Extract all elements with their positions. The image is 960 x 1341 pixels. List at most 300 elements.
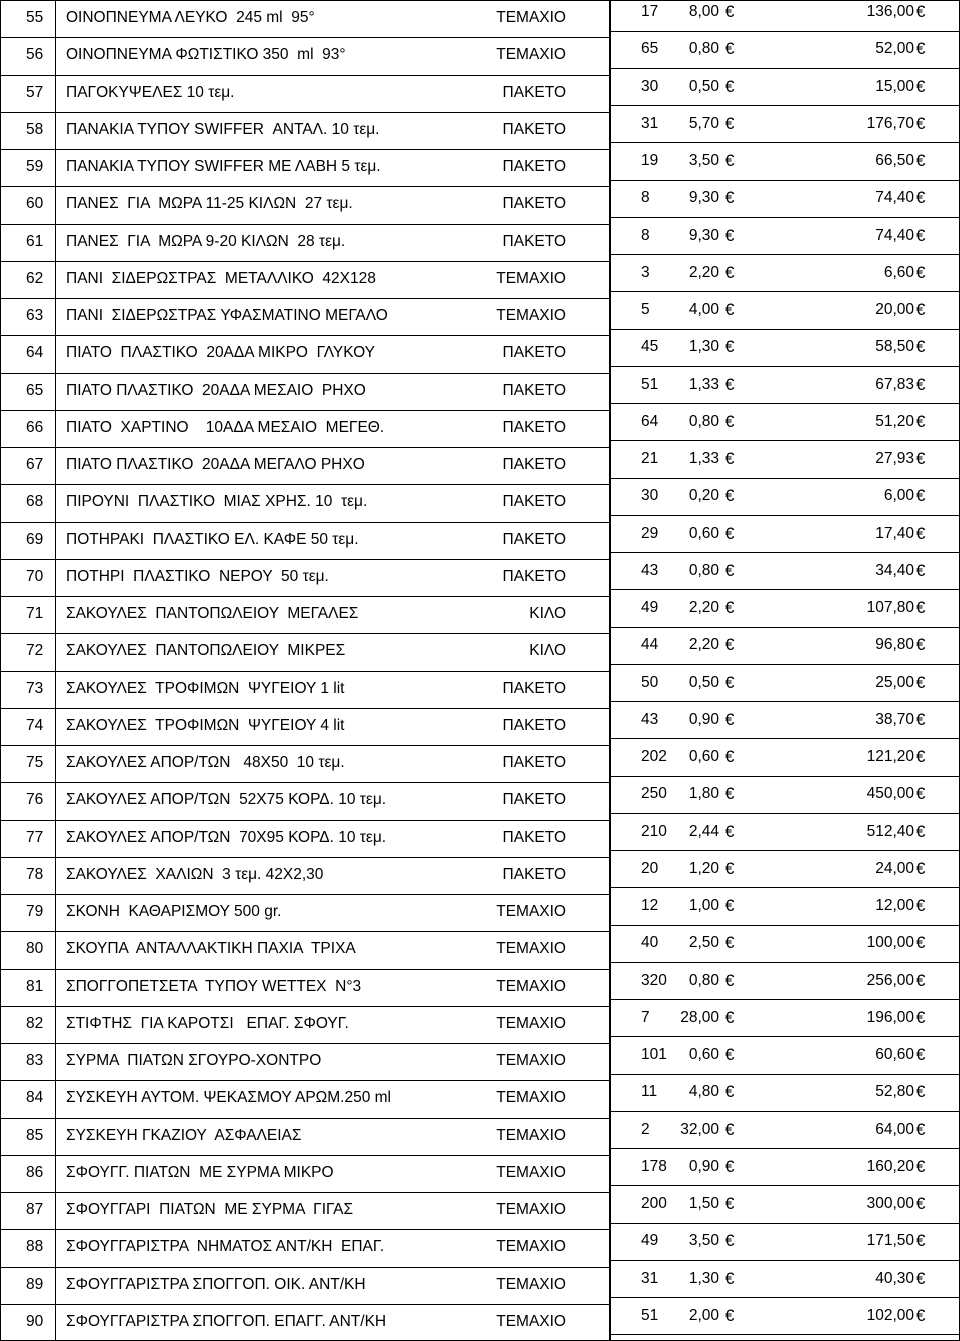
euro-icon: €	[916, 412, 926, 431]
table-row	[0, 261, 960, 298]
table-row	[0, 112, 960, 149]
item-number: 56	[26, 46, 44, 63]
table-row	[0, 1267, 960, 1304]
item-unit-price: 0,80	[688, 562, 719, 579]
item-description: ΠΑΝΙ ΣΙΔΕΡΩΣΤΡΑΣ ΥΦΑΣΜΑΤΙΝΟ ΜΕΓΑΛΟ	[66, 307, 388, 324]
item-number: 79	[26, 903, 44, 920]
euro-icon: €	[916, 188, 926, 207]
euro-icon: €	[725, 1269, 735, 1288]
item-total: 67,83	[875, 376, 914, 393]
item-description: ΣΦΟΥΓΓΑΡΙΣΤΡΑ ΣΠΟΓΓΟΠ. ΟΙΚ. ΑΝΤ/ΚΗ	[66, 1276, 366, 1293]
item-description: ΟΙΝΟΠΝΕΥΜΑ ΛΕΥΚΟ 245 ml 95°	[66, 9, 315, 26]
euro-icon: €	[725, 1157, 735, 1176]
column-border	[609, 0, 611, 1341]
euro-icon: €	[916, 1231, 926, 1250]
item-unit: ΤΕΜΑΧΙΟ	[496, 9, 566, 26]
row-divider	[609, 366, 960, 367]
item-unit-price: 0,60	[688, 748, 719, 765]
row-divider	[0, 1043, 609, 1044]
euro-icon: €	[916, 747, 926, 766]
row-divider	[609, 664, 960, 665]
item-unit-price: 0,60	[688, 525, 719, 542]
item-unit: ΤΕΜΑΧΙΟ	[496, 46, 566, 63]
euro-icon: €	[916, 1082, 926, 1101]
euro-icon: €	[725, 747, 735, 766]
item-total: 96,80	[875, 636, 914, 653]
item-number: 75	[26, 754, 44, 771]
row-divider	[0, 671, 609, 672]
item-unit-price: 32,00	[680, 1121, 719, 1138]
row-divider	[0, 969, 609, 970]
row-divider	[0, 37, 609, 38]
item-description: ΣΚΟΝΗ ΚΑΘΑΡΙΣΜΟΥ 500 gr.	[66, 903, 282, 920]
item-total: 12,00	[875, 897, 914, 914]
item-quantity: 30	[641, 78, 659, 95]
item-unit: ΠΑΚΕΤΟ	[502, 493, 566, 510]
row-divider	[609, 1074, 960, 1075]
item-total: 136,00	[866, 3, 914, 20]
item-description: ΠΑΓΟΚΥΨΕΛΕΣ 10 τεμ.	[66, 84, 235, 101]
column-border	[55, 0, 56, 1341]
item-quantity: 31	[641, 1270, 659, 1287]
euro-icon: €	[916, 598, 926, 617]
item-number: 72	[26, 642, 44, 659]
row-divider	[0, 224, 609, 225]
item-description: ΟΙΝΟΠΝΕΥΜΑ ΦΩΤΙΣΤΙΚΟ 350 ml 93°	[66, 46, 346, 63]
item-unit: ΠΑΚΕΤΟ	[502, 233, 566, 250]
item-number: 77	[26, 829, 44, 846]
euro-icon: €	[725, 1231, 735, 1250]
euro-icon: €	[725, 263, 735, 282]
item-number: 86	[26, 1164, 44, 1181]
euro-icon: €	[725, 39, 735, 58]
row-divider	[0, 633, 609, 634]
item-total: 171,50	[866, 1232, 914, 1249]
row-divider	[0, 1155, 609, 1156]
item-number: 74	[26, 717, 44, 734]
item-total: 6,60	[883, 264, 914, 281]
item-quantity: 8	[641, 189, 650, 206]
item-quantity: 17	[641, 3, 659, 20]
euro-icon: €	[725, 971, 735, 990]
table-row	[0, 522, 960, 559]
item-unit-price: 1,50	[688, 1195, 719, 1212]
item-total: 74,40	[875, 227, 914, 244]
item-total: 100,00	[866, 934, 914, 951]
item-total: 450,00	[866, 785, 914, 802]
item-quantity: 65	[641, 40, 659, 57]
item-description: ΠΑΝΙ ΣΙΔΕΡΩΣΤΡΑΣ ΜΕΤΑΛΛΙΚΟ 42Χ128	[66, 270, 376, 287]
item-total: 60,60	[875, 1046, 914, 1063]
item-total: 58,50	[875, 338, 914, 355]
item-description: ΣΠΟΓΓΟΠΕΤΣΕΤΑ ΤΥΠΟΥ WETTEX N°3	[66, 978, 362, 995]
item-total: 102,00	[866, 1307, 914, 1324]
row-divider	[0, 1229, 609, 1230]
item-number: 60	[26, 195, 44, 212]
row-divider	[609, 1148, 960, 1149]
item-total: 66,50	[875, 152, 914, 169]
row-divider	[0, 410, 609, 411]
item-unit: ΠΑΚΕΤΟ	[502, 680, 566, 697]
item-total: 27,93	[875, 450, 914, 467]
item-unit-price: 0,80	[688, 413, 719, 430]
row-divider	[609, 813, 960, 814]
row-divider	[609, 1111, 960, 1112]
euro-icon: €	[725, 784, 735, 803]
item-unit: ΠΑΚΕΤΟ	[502, 829, 566, 846]
euro-icon: €	[725, 188, 735, 207]
row-divider	[609, 701, 960, 702]
row-divider	[609, 962, 960, 963]
item-unit-price: 0,90	[688, 1158, 719, 1175]
item-unit-price: 9,30	[688, 189, 719, 206]
item-quantity: 44	[641, 636, 659, 653]
euro-icon: €	[725, 1008, 735, 1027]
row-divider	[0, 1118, 609, 1119]
item-total: 15,00	[875, 78, 914, 95]
item-description: ΠΙΑΤΟ ΠΛΑΣΤΙΚΟ 20ΑΔΑ ΜΕΣΑΙΟ ΡΗΧΟ	[66, 382, 366, 399]
item-quantity: 3	[641, 264, 650, 281]
euro-icon: €	[916, 784, 926, 803]
item-total: 176,70	[866, 115, 914, 132]
item-description: ΣΑΚΟΥΛΕΣ ΠΑΝΤΟΠΩΛΕΙΟΥ ΜΙΚΡΕΣ	[66, 642, 346, 659]
item-unit: ΤΕΜΑΧΙΟ	[496, 1313, 566, 1330]
euro-icon: €	[916, 524, 926, 543]
row-divider	[609, 217, 960, 218]
row-divider	[609, 1334, 960, 1335]
item-quantity: 250	[641, 785, 667, 802]
item-number: 90	[26, 1313, 44, 1330]
item-quantity: 51	[641, 376, 659, 393]
item-quantity: 8	[641, 227, 650, 244]
item-total: 20,00	[875, 301, 914, 318]
item-number: 63	[26, 307, 44, 324]
row-divider	[0, 596, 609, 597]
item-quantity: 7	[641, 1009, 650, 1026]
item-unit: ΤΕΜΑΧΙΟ	[496, 1164, 566, 1181]
item-total: 24,00	[875, 860, 914, 877]
row-divider	[609, 1185, 960, 1186]
item-unit-price: 4,80	[688, 1083, 719, 1100]
item-total: 196,00	[866, 1009, 914, 1026]
euro-icon: €	[725, 822, 735, 841]
item-unit: ΚΙΛΟ	[529, 642, 566, 659]
item-unit: ΤΕΜΑΧΙΟ	[496, 307, 566, 324]
item-quantity: 5	[641, 301, 650, 318]
item-quantity: 21	[641, 450, 659, 467]
item-unit-price: 1,00	[688, 897, 719, 914]
item-description: ΣΑΚΟΥΛΕΣ ΑΠΟΡ/ΤΩΝ 52Χ75 ΚΟΡΔ. 10 τεμ.	[66, 791, 387, 808]
row-divider	[609, 105, 960, 106]
item-total: 34,40	[875, 562, 914, 579]
item-unit: ΚΙΛΟ	[529, 605, 566, 622]
item-number: 62	[26, 270, 44, 287]
item-number: 55	[26, 9, 44, 26]
table-row	[0, 75, 960, 112]
row-divider	[0, 149, 609, 150]
euro-icon: €	[725, 859, 735, 878]
row-divider	[609, 925, 960, 926]
row-divider	[0, 112, 609, 113]
row-divider	[0, 186, 609, 187]
euro-icon: €	[725, 337, 735, 356]
item-unit: ΤΕΜΑΧΙΟ	[496, 1127, 566, 1144]
item-number: 69	[26, 531, 44, 548]
row-divider	[0, 745, 609, 746]
euro-icon: €	[916, 673, 926, 692]
item-quantity: 49	[641, 599, 659, 616]
row-divider	[0, 484, 609, 485]
table-row	[0, 820, 960, 857]
row-divider	[0, 75, 609, 76]
row-divider	[609, 1260, 960, 1261]
item-unit-price: 2,20	[688, 636, 719, 653]
euro-icon: €	[916, 971, 926, 990]
euro-icon: €	[916, 226, 926, 245]
euro-icon: €	[916, 300, 926, 319]
item-unit-price: 9,30	[688, 227, 719, 244]
euro-icon: €	[725, 598, 735, 617]
euro-icon: €	[916, 1157, 926, 1176]
euro-icon: €	[916, 2, 926, 21]
item-number: 68	[26, 493, 44, 510]
item-unit: ΠΑΚΕΤΟ	[502, 791, 566, 808]
euro-icon: €	[725, 226, 735, 245]
euro-icon: €	[725, 2, 735, 21]
item-quantity: 202	[641, 748, 667, 765]
row-divider	[0, 559, 609, 560]
item-number: 70	[26, 568, 44, 585]
item-number: 82	[26, 1015, 44, 1032]
item-number: 88	[26, 1238, 44, 1255]
item-unit-price: 1,30	[688, 1270, 719, 1287]
euro-icon: €	[725, 635, 735, 654]
item-total: 160,20	[866, 1158, 914, 1175]
item-unit-price: 0,80	[688, 40, 719, 57]
item-unit-price: 2,44	[688, 823, 719, 840]
row-divider	[0, 1080, 609, 1081]
euro-icon: €	[916, 449, 926, 468]
euro-icon: €	[725, 710, 735, 729]
item-unit-price: 2,20	[688, 599, 719, 616]
row-divider	[609, 776, 960, 777]
table-row	[0, 1155, 960, 1192]
item-total: 17,40	[875, 525, 914, 542]
item-quantity: 40	[641, 934, 659, 951]
euro-icon: €	[725, 1120, 735, 1139]
item-unit: ΠΑΚΕΤΟ	[502, 754, 566, 771]
euro-icon: €	[725, 77, 735, 96]
row-divider	[0, 782, 609, 783]
item-quantity: 43	[641, 562, 659, 579]
euro-icon: €	[916, 1269, 926, 1288]
euro-icon: €	[916, 151, 926, 170]
item-number: 87	[26, 1201, 44, 1218]
row-divider	[609, 68, 960, 69]
item-description: ΠΙΑΤΟ ΧΑΡΤΙΝΟ 10ΑΔΑ ΜΕΣΑΙΟ ΜΕΓΕΘ.	[66, 419, 385, 436]
euro-icon: €	[916, 1306, 926, 1325]
item-total: 121,20	[866, 748, 914, 765]
item-total: 74,40	[875, 189, 914, 206]
item-unit: ΤΕΜΑΧΙΟ	[496, 978, 566, 995]
row-divider	[0, 894, 609, 895]
euro-icon: €	[725, 1306, 735, 1325]
item-quantity: 50	[641, 674, 659, 691]
row-divider	[609, 738, 960, 739]
item-quantity: 12	[641, 897, 659, 914]
item-total: 64,00	[875, 1121, 914, 1138]
row-divider	[0, 1304, 609, 1305]
item-description: ΣΥΣΚΕΥΗ ΑΥΤΟΜ. ΨΕΚΑΣΜΟΥ ΑΡΩΜ.250 ml	[66, 1089, 391, 1106]
item-number: 67	[26, 456, 44, 473]
row-divider	[0, 708, 609, 709]
item-description: ΠΑΝΕΣ ΓΙΑ ΜΩΡΑ 11-25 ΚΙΛΩΝ 27 τεμ.	[66, 195, 353, 212]
item-total: 38,70	[875, 711, 914, 728]
row-divider	[609, 887, 960, 888]
euro-icon: €	[916, 933, 926, 952]
row-divider	[609, 403, 960, 404]
euro-icon: €	[916, 710, 926, 729]
item-description: ΣΦΟΥΓΓΑΡΙΣΤΡΑ ΝΗΜΑΤΟΣ ΑΝΤ/ΚΗ ΕΠΑΓ.	[66, 1238, 385, 1255]
euro-icon: €	[916, 1045, 926, 1064]
item-unit: ΠΑΚΕΤΟ	[502, 84, 566, 101]
euro-icon: €	[916, 375, 926, 394]
euro-icon: €	[916, 1120, 926, 1139]
row-divider	[0, 1006, 609, 1007]
table-row	[0, 559, 960, 596]
row-divider	[609, 31, 960, 32]
item-description: ΠΟΤΗΡΙ ΠΛΑΣΤΙΚΟ ΝΕΡΟΥ 50 τεμ.	[66, 568, 329, 585]
item-unit: ΠΑΚΕΤΟ	[502, 195, 566, 212]
item-number: 66	[26, 419, 44, 436]
row-divider	[0, 447, 609, 448]
item-total: 300,00	[866, 1195, 914, 1212]
row-divider	[0, 0, 609, 1]
row-divider	[609, 850, 960, 851]
item-total: 512,40	[866, 823, 914, 840]
item-unit: ΤΕΜΑΧΙΟ	[496, 270, 566, 287]
item-quantity: 49	[641, 1232, 659, 1249]
item-unit: ΠΑΚΕΤΟ	[502, 456, 566, 473]
table-row	[0, 708, 960, 745]
item-total: 107,80	[866, 599, 914, 616]
row-divider	[609, 589, 960, 590]
row-divider	[609, 552, 960, 553]
row-divider	[0, 820, 609, 821]
item-total: 51,20	[875, 413, 914, 430]
item-unit-price: 5,70	[688, 115, 719, 132]
table-row	[0, 857, 960, 894]
row-divider	[0, 1192, 609, 1193]
item-unit-price: 28,00	[680, 1009, 719, 1026]
item-unit-price: 8,00	[688, 3, 719, 20]
item-unit: ΤΕΜΑΧΙΟ	[496, 903, 566, 920]
item-unit-price: 2,20	[688, 264, 719, 281]
item-total: 40,30	[875, 1270, 914, 1287]
item-quantity: 101	[641, 1046, 667, 1063]
euro-icon: €	[725, 449, 735, 468]
item-unit-price: 4,00	[688, 301, 719, 318]
item-description: ΣΑΚΟΥΛΕΣ ΤΡΟΦΙΜΩΝ ΨΥΓΕΙΟΥ 4 lit	[66, 717, 345, 734]
item-number: 59	[26, 158, 44, 175]
table-row	[0, 224, 960, 261]
item-unit: ΠΑΚΕΤΟ	[502, 158, 566, 175]
item-quantity: 64	[641, 413, 659, 430]
item-unit: ΤΕΜΑΧΙΟ	[496, 1238, 566, 1255]
euro-icon: €	[916, 859, 926, 878]
item-quantity: 51	[641, 1307, 659, 1324]
euro-icon: €	[916, 896, 926, 915]
row-divider	[609, 515, 960, 516]
item-unit-price: 0,80	[688, 972, 719, 989]
item-number: 58	[26, 121, 44, 138]
item-unit-price: 2,00	[688, 1307, 719, 1324]
item-description: ΣΑΚΟΥΛΕΣ ΤΡΟΦΙΜΩΝ ΨΥΓΕΙΟΥ 1 lit	[66, 680, 345, 697]
item-unit: ΠΑΚΕΤΟ	[502, 866, 566, 883]
item-description: ΣΦΟΥΓΓΑΡΙΣΤΡΑ ΣΠΟΓΓΟΠ. ΕΠΑΓΓ. ΑΝΤ/ΚΗ	[66, 1313, 387, 1330]
item-quantity: 320	[641, 972, 667, 989]
item-unit-price: 1,33	[688, 450, 719, 467]
item-description: ΣΤΙΦΤΗΣ ΓΙΑ ΚΑΡΟΤΣΙ ΕΠΑΓ. ΣΦΟΥΓ.	[66, 1015, 349, 1032]
euro-icon: €	[916, 39, 926, 58]
item-unit-price: 1,80	[688, 785, 719, 802]
euro-icon: €	[725, 412, 735, 431]
row-divider	[609, 329, 960, 330]
item-number: 71	[26, 605, 44, 622]
row-divider	[0, 522, 609, 523]
euro-icon: €	[725, 300, 735, 319]
row-divider	[0, 1267, 609, 1268]
item-number: 64	[26, 344, 44, 361]
euro-icon: €	[725, 1194, 735, 1213]
euro-icon: €	[725, 486, 735, 505]
row-divider	[0, 335, 609, 336]
item-quantity: 2	[641, 1121, 650, 1138]
table-row	[0, 671, 960, 708]
item-number: 76	[26, 791, 44, 808]
item-number: 65	[26, 382, 44, 399]
euro-icon: €	[725, 896, 735, 915]
item-unit-price: 0,60	[688, 1046, 719, 1063]
item-description: ΣΑΚΟΥΛΕΣ ΑΠΟΡ/ΤΩΝ 48Χ50 10 τεμ.	[66, 754, 345, 771]
row-divider	[609, 440, 960, 441]
row-divider	[609, 291, 960, 292]
item-quantity: 45	[641, 338, 659, 355]
row-divider	[609, 1223, 960, 1224]
euro-icon: €	[725, 375, 735, 394]
item-total: 52,00	[875, 40, 914, 57]
item-unit-price: 2,50	[688, 934, 719, 951]
item-unit: ΠΑΚΕΤΟ	[502, 344, 566, 361]
item-description: ΠΑΝΑΚΙΑ ΤΥΠΟΥ SWIFFER ΑΝΤΑΛ. 10 τεμ.	[66, 121, 380, 138]
item-number: 81	[26, 978, 44, 995]
item-description: ΣΑΚΟΥΛΕΣ ΧΑΛΙΩΝ 3 τεμ. 42Χ2,30	[66, 866, 324, 883]
euro-icon: €	[725, 673, 735, 692]
row-divider	[609, 0, 960, 1]
item-quantity: 210	[641, 823, 667, 840]
table-row	[0, 1006, 960, 1043]
item-number: 73	[26, 680, 44, 697]
euro-icon: €	[916, 635, 926, 654]
item-unit: ΤΕΜΑΧΙΟ	[496, 1276, 566, 1293]
item-unit-price: 0,50	[688, 674, 719, 691]
item-unit: ΤΕΜΑΧΙΟ	[496, 940, 566, 957]
item-total: 25,00	[875, 674, 914, 691]
item-number: 89	[26, 1276, 44, 1293]
table-row	[0, 410, 960, 447]
item-total: 6,00	[883, 487, 914, 504]
item-unit: ΤΕΜΑΧΙΟ	[496, 1089, 566, 1106]
